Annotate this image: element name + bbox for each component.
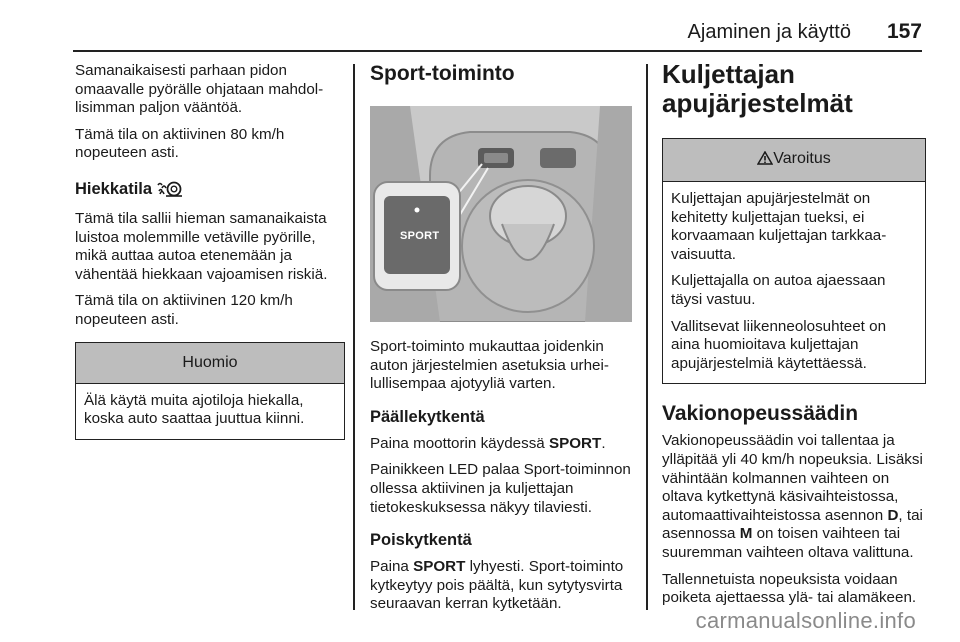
- paragraph: Tämä tila on aktiivinen 80 km/h nopeuteen asti.: [75, 125, 285, 162]
- warning-text: Kuljettajalla on autoa ajaessaan täysi vastuu.: [671, 272, 886, 308]
- warning-box: [662, 138, 926, 384]
- paragraph: Paina moottorin käydessä SPORT.: [370, 434, 606, 452]
- warning-header: [663, 139, 925, 182]
- paragraph: Painikkeen LED palaa Sport-toiminnon ollessa aktiivinen ja kuljettajan tietokeskuksessa näkyy tilaviesti.: [370, 461, 631, 516]
- paragraph: Tämä tila on aktiivinen 120 km/h nopeuteen asti.: [75, 292, 293, 328]
- switch-off-heading: Poiskytkentä: [370, 531, 472, 550]
- page-number: 157: [886, 20, 922, 43]
- page-header: [688, 20, 922, 44]
- column-1: [75, 62, 345, 440]
- section-title: Ajaminen ja käyttö: [687, 21, 851, 43]
- cruise-control-heading: Vakionopeussäädin: [662, 402, 859, 426]
- paragraph: Tämä tila sallii hieman samanaikaista luistoa molemmille vetäville pyörille, mikä auttaa autoa etenemään ja vähentää hiekkaan vajoamisen riskiä.: [75, 209, 328, 283]
- sand-mode-heading: Hiekkatila: [75, 179, 345, 202]
- paragraph: Tallennetuista nopeuksista voidaan poiketa ajettaessa ylä- tai alamäkeen.: [662, 570, 917, 607]
- warning-icon: [757, 151, 773, 170]
- sport-button-illustration: [370, 106, 632, 322]
- sport-button-label: SPORT: [400, 230, 440, 242]
- column-divider-1: [353, 64, 355, 610]
- watermark: carmanualsonline.info: [695, 608, 916, 633]
- note-box: [75, 342, 345, 440]
- sand-mode-icon: [157, 179, 183, 202]
- switch-on-heading: Päällekytkentä: [370, 407, 485, 426]
- warning-title: Varoitus: [773, 150, 831, 167]
- driver-assistance-heading: Kuljettajan apujärjestelmät: [662, 59, 853, 118]
- column-3: [662, 59, 926, 616]
- paragraph: Paina SPORT lyhyesti. Sport-toiminto kytkeytyy pois päältä, kun sytytysvirta seuraavan kerran kytketään.: [370, 558, 624, 613]
- sport-heading: Sport-toiminto: [370, 62, 515, 85]
- paragraph: Vakionopeussäädin voi tallentaa ja ylläpitää yli 40 km/h nopeuksia. Lisäksi vähintään kolmannen vaihteen on oltava kytkettynä käsivaihteistossa, automaattivaihteistossa asennon D, tai asennossa M on toisen vaihteen tai suuremman vaihteen oltava valittuna.: [662, 432, 923, 561]
- header-rule: [73, 50, 922, 52]
- warning-text: Vallitsevat liikenneolosuhteet on aina huomioitava kuljettajan apujärjestelmiä käytettäessä.: [671, 317, 887, 372]
- note-title: Huomio: [76, 343, 344, 384]
- paragraph: Samanaikaisesti parhaan pidon omaavalle pyörälle ohjataan mahdollisimman paljon vääntöä.: [75, 62, 324, 117]
- warning-text: Kuljettajan apujärjestelmät on kehitetty kuljettajan tueksi, ei korvaamaan kuljettajan tarkkaavaisuutta.: [671, 190, 887, 263]
- note-text: Älä käytä muita ajotiloja hiekalla, koska auto saattaa juuttua kiinni.: [84, 391, 305, 428]
- column-divider-2: [646, 64, 648, 610]
- paragraph: Sport-toiminto mukauttaa joidenkin auton järjestelmien asetuksia urheilullisempaa ajotyyliä varten.: [370, 338, 609, 393]
- column-2: [370, 62, 634, 622]
